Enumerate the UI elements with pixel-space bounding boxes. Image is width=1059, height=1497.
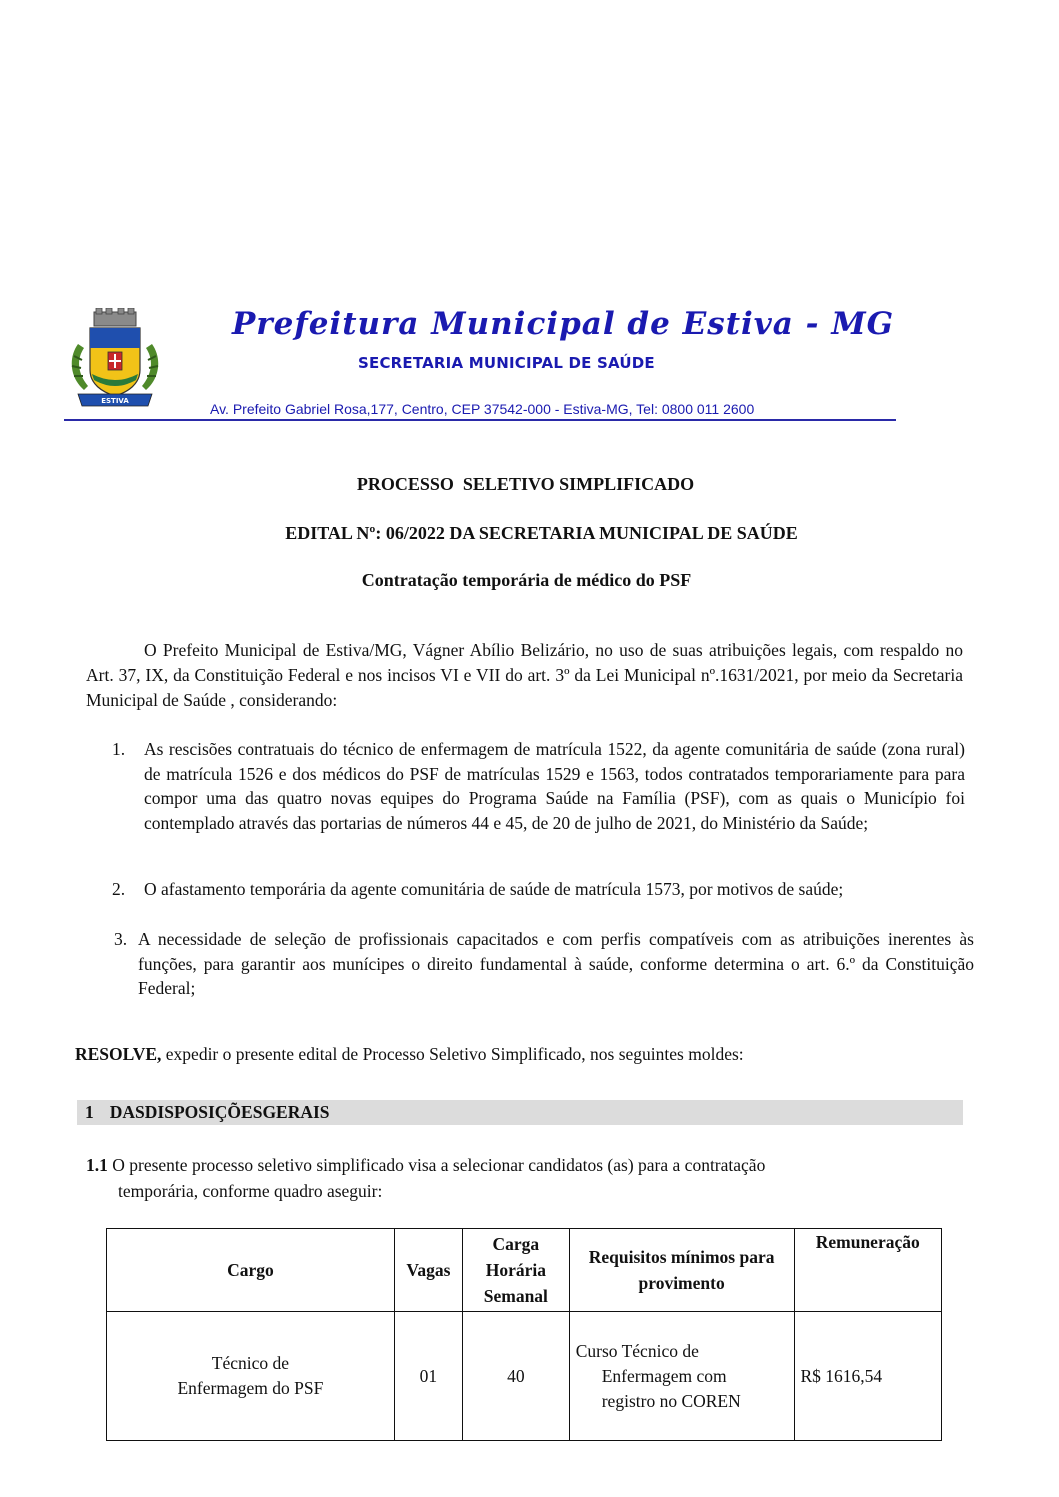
- header-divider: [64, 419, 896, 421]
- clause-number: 1.1: [86, 1155, 108, 1175]
- header-vagas: Vagas: [394, 1229, 462, 1312]
- section-number: 1: [85, 1102, 94, 1122]
- list-item: [112, 877, 965, 902]
- header-remuneracao: Remuneração: [794, 1229, 942, 1312]
- section-title: DASDISPOSIÇÕESGERAIS: [109, 1102, 330, 1122]
- header-cargo: Cargo: [107, 1229, 395, 1312]
- coat-of-arms-icon: [64, 308, 166, 412]
- clause-line-1: [86, 1152, 966, 1178]
- intro-text: O Prefeito Municipal de Estiva/MG, Vágner Abílio Belizário, no uso de suas atribuições legais, com respaldo no Art. 37, IX, da Constituição Federal e nos incisos VI e VII do art. 3º da Lei Municipal nº.1631/2021, por meio da Secretaria Municipal de Saúde , considerando:: [86, 640, 963, 710]
- list-item-number: 3.: [114, 929, 128, 949]
- list-item: [114, 927, 974, 1001]
- header-requisitos: Requisitos mínimos para provimento: [569, 1229, 794, 1312]
- positions-table: [106, 1228, 942, 1441]
- cell-remuneracao: R$ 1616,54: [794, 1312, 942, 1441]
- list-item-text: A necessidade de seleção de profissionais capacitados e com perfis compatíveis com as atribuições inerentes às funções, para garantir aos munícipes o direito fundamental à saúde, conforme determina o art. 6.º da Constituição Federal;: [138, 929, 974, 998]
- cell-carga: 40: [462, 1312, 569, 1441]
- resolve-text: expedir o presente edital de Processo Seletivo Simplificado, nos seguintes moldes:: [161, 1044, 744, 1064]
- list-item-number: 2.: [112, 879, 126, 899]
- header-carga-horaria: Carga Horária Semanal: [462, 1229, 569, 1312]
- resolve-keyword: RESOLVE,: [75, 1044, 162, 1064]
- list-item: [112, 737, 965, 835]
- list-item-text: As rescisões contratuais do técnico de enfermagem de matrícula 1522, da agente comunitária de saúde (zona rural) de matrícula 1526 e dos médicos do PSF de matrículas 1529 e 1563, todos contratados temporariamente para para compor uma das quatro novas equipes do Programa Saúde na Família (PSF), com as quais o Município foi contemplado através das portarias de números 44 e 45, de 20 de julho de 2021, do Ministério da Saúde;: [144, 739, 965, 833]
- clause-1-1: [86, 1152, 966, 1204]
- cell-cargo: [107, 1312, 395, 1441]
- list-item-text: O afastamento temporária da agente comunitária de saúde de matrícula 1573, por motivos de saúde;: [144, 879, 844, 899]
- cell-cargo-text: Técnico de Enfermagem do PSF: [177, 1353, 324, 1398]
- cell-vagas: 01: [394, 1312, 462, 1441]
- header-title: Prefeitura Municipal de Estiva - MG: [232, 306, 895, 342]
- cell-requisitos: [569, 1312, 794, 1441]
- section-heading: [85, 1102, 330, 1123]
- header-subtitle: SECRETARIA MUNICIPAL DE SAÚDE: [358, 354, 655, 372]
- list-item-number: 1.: [112, 739, 126, 759]
- crest-ribbon-text: ESTIVA: [101, 397, 129, 405]
- intro-paragraph: [86, 638, 963, 713]
- header-address: Av. Prefeito Gabriel Rosa,177, Centro, CEP 37542-000 - Estiva-MG, Tel: 0800 011 2600: [210, 401, 755, 417]
- document-title: PROCESSO SELETIVO SIMPLIFICADO: [356, 474, 695, 494]
- clause-text-1: O presente processo seletivo simplificado visa a selecionar candidatos (as) para a contratação: [107, 1155, 766, 1175]
- table-header-row: [107, 1229, 942, 1312]
- cell-requisitos-text: Curso Técnico de Enfermagem com registro no COREN: [575, 1340, 741, 1411]
- document-subject: Contratação temporária de médico do PSF: [361, 570, 692, 590]
- resolve-paragraph: [75, 1044, 975, 1065]
- edital-number: EDITAL Nº: 06/2022 DA SECRETARIA MUNICIPAL DE SAÚDE: [285, 523, 798, 543]
- clause-text-2: temporária, conforme quadro aseguir:: [118, 1181, 383, 1201]
- table-row: [107, 1312, 942, 1441]
